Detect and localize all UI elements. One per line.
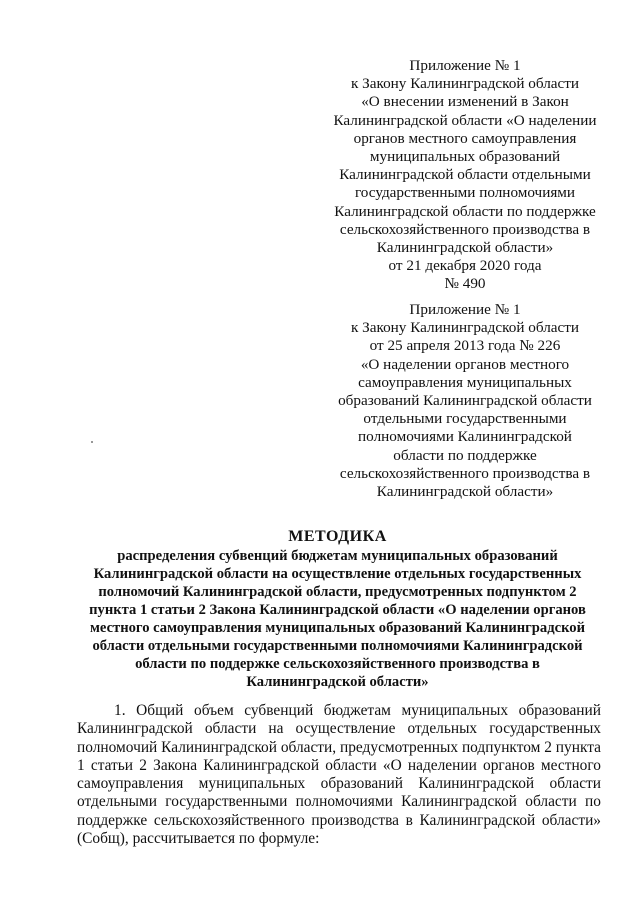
appendix-line: Калининградской области»	[376, 239, 554, 257]
appendix-date: от 21 декабря 2020 года	[388, 257, 542, 275]
appendix-line: образований Калининградской области	[338, 392, 592, 410]
appendix-line: области по поддержке	[393, 446, 537, 464]
appendix-line: Калининградской области отдельными	[339, 166, 591, 184]
body-line: полномочий Калининградской области, предусмотренных подпунктом 2 пункта	[77, 738, 601, 756]
document-subtitle-line: Калининградской области»	[246, 674, 429, 690]
document-subtitle-line: местного самоуправления муниципальных образований Калининградской	[89, 620, 586, 636]
body-line: отдельными государственными полномочиями Калининградской области по	[77, 793, 601, 811]
appendix-line: Калининградской области по поддержке	[334, 202, 596, 220]
body-line: поддержке сельскохозяйственного производства в Калининградской области»	[77, 811, 601, 829]
appendix-line: к Закону Калининградской области	[350, 75, 580, 93]
appendix-line: к Закону Калининградской области	[350, 319, 580, 337]
document-title-block	[60, 528, 615, 691]
appendix-line: «О наделении органов местного	[360, 355, 570, 373]
appendix-line: отдельными государственными	[363, 410, 567, 428]
appendix-line: Приложение № 1	[409, 301, 521, 318]
document-subtitle-line: полномочий Калининградской области, предусмотренных подпунктом 2	[98, 584, 577, 600]
appendix-line: органов местного самоуправления	[353, 129, 577, 147]
body-line: Калининградской области на осуществление отдельных государственных	[77, 720, 601, 738]
document-subtitle-line: области отдельными государственными полномочиями Калининградской	[92, 638, 583, 654]
document-subtitle-line: распределения субвенций бюджетам муниципальных образований	[117, 548, 558, 564]
appendix-date: от 25 апреля 2013 года № 226	[369, 337, 561, 355]
appendix-line: самоуправления муниципальных	[358, 373, 572, 391]
scan-speck	[91, 441, 93, 443]
body-line: 1. Общий объем субвенций бюджетам муниципальных образований	[114, 702, 601, 719]
body-line: (Собщ), рассчитывается по формуле:	[77, 830, 320, 848]
appendix-line: сельскохозяйственного производства в	[339, 464, 591, 482]
appendix-line: Калининградской области»	[376, 483, 554, 501]
body-line: 1 статьи 2 Закона Калининградской области «О наделении органов местного	[77, 756, 601, 774]
document-subtitle-line: пункта 1 статьи 2 Закона Калининградской области «О наделении органов	[89, 602, 586, 618]
document-subtitle-line: Калининградской области на осуществление отдельных государственных	[93, 566, 582, 582]
appendix-header-original-law	[300, 301, 630, 501]
appendix-header-amending-law	[300, 57, 630, 294]
appendix-line: Приложение № 1	[409, 57, 521, 74]
appendix-line: полномочиями Калининградской	[358, 428, 572, 446]
document-title: МЕТОДИКА	[288, 528, 387, 545]
body-paragraph-1	[77, 702, 601, 848]
appendix-line: Калининградской области «О наделении	[333, 111, 597, 129]
appendix-line: сельскохозяйственного производства в	[339, 220, 591, 238]
document-subtitle-line: области по поддержке сельскохозяйственного производства в	[135, 656, 540, 672]
appendix-number: № 490	[444, 275, 486, 293]
appendix-line: муниципальных образований	[369, 148, 561, 166]
appendix-line: государственными полномочиями	[354, 184, 576, 202]
body-line: самоуправления муниципальных образований Калининградской области	[77, 775, 601, 793]
appendix-line: «О внесении изменений в Закон	[361, 93, 569, 111]
